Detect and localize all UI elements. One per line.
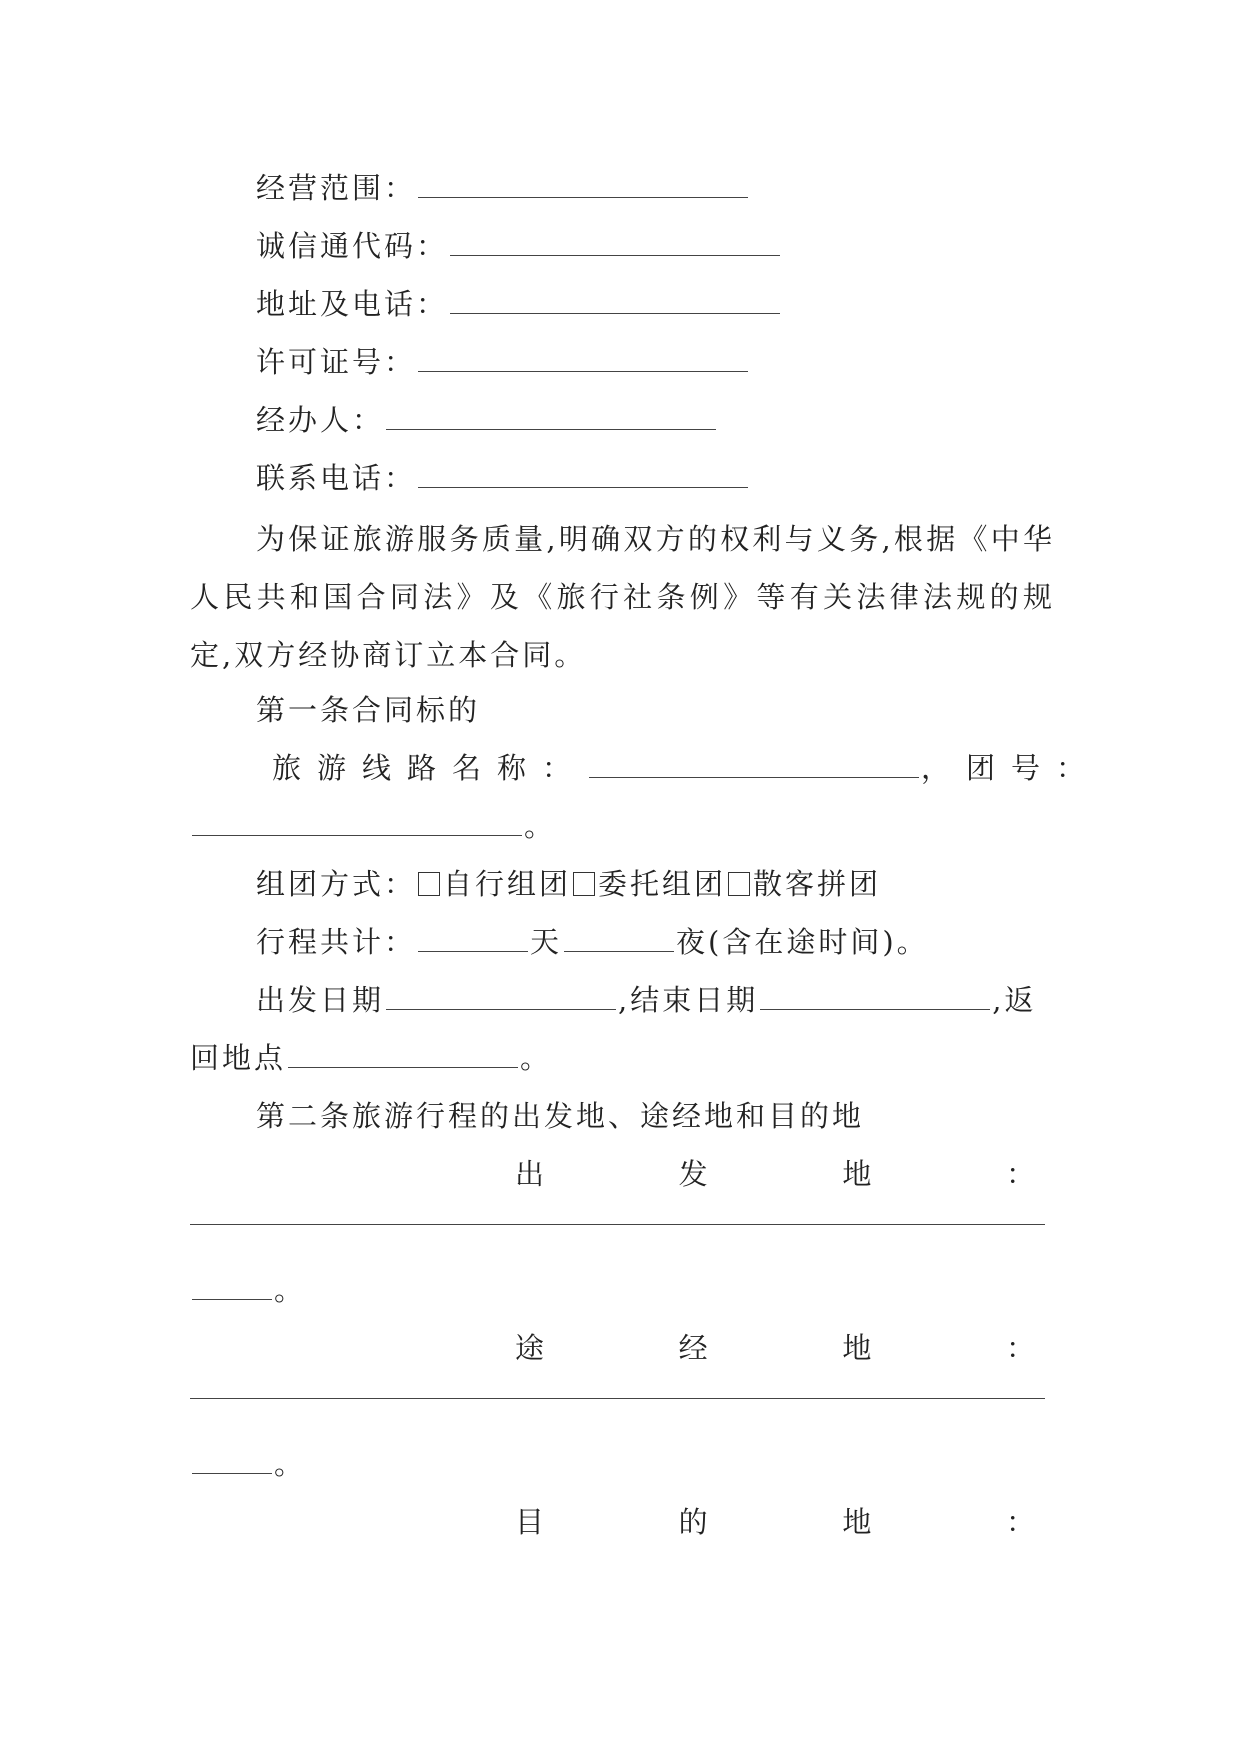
departure-blank-tail: 。 [190, 1270, 306, 1310]
field-contact-phone: 联系电话： [256, 458, 750, 498]
license-no-blank[interactable] [418, 349, 748, 372]
transit-blank-tail-line[interactable] [192, 1451, 272, 1474]
business-scope-blank[interactable] [418, 175, 748, 198]
article2-title: 第二条旅游行程的出发地、途经地和目的地 [256, 1099, 865, 1133]
transit-blank-tail: 。 [190, 1444, 306, 1484]
credit-code-blank[interactable] [450, 233, 780, 256]
return-place-line: 回地点 。 [190, 1041, 553, 1075]
article1-title: 第一条合同标的 [256, 693, 481, 727]
departure-blank-tail-line[interactable] [192, 1277, 272, 1300]
field-business-scope: 经营范围： [256, 168, 750, 208]
scattered-group-checkbox[interactable] [728, 872, 750, 896]
group-mode-line: 组团方式： 自行组团 委托组团 散客拼团 [256, 867, 882, 901]
self-group-checkbox[interactable] [418, 872, 440, 896]
days-blank[interactable] [418, 929, 528, 952]
depart-date-blank[interactable] [386, 987, 616, 1010]
contact-phone-blank[interactable] [418, 465, 748, 488]
itinerary-line: 行程共计： 天 夜(含在途时间)。 [256, 925, 929, 959]
group-no-blank[interactable] [192, 813, 522, 836]
destination-label-row: 目 的 地 ： [515, 1505, 1035, 1539]
address-phone-blank[interactable] [450, 291, 780, 314]
departure-label-row: 出 发 地 ： [515, 1157, 1035, 1191]
dates-line: 出发日期 ,结束日期 ,返 [256, 983, 1037, 1017]
end-date-blank[interactable] [760, 987, 990, 1010]
intro-paragraph: 为保证旅游服务质量,明确双方的权利与义务,根据《中华人民共和国合同法》及《旅行社条例》等有关法律法规的规定,双方经协商订立本合同。 [190, 522, 1055, 672]
handler-blank[interactable] [386, 407, 716, 430]
departure-blank[interactable] [190, 1222, 1045, 1225]
route-name-blank[interactable] [589, 755, 919, 778]
route-name-line: 旅游线路名称： ，团号： [272, 751, 1102, 785]
field-license-no: 许可证号： [256, 342, 750, 382]
nights-blank[interactable] [564, 929, 674, 952]
transit-label-row: 途 经 地 ： [515, 1331, 1035, 1365]
transit-blank[interactable] [190, 1396, 1045, 1399]
field-handler: 经办人： [256, 400, 718, 440]
group-no-line: 。 [190, 806, 556, 846]
field-credit-code: 诚信通代码： [256, 226, 782, 266]
field-address-phone: 地址及电话： [256, 284, 782, 324]
return-place-blank[interactable] [288, 1045, 518, 1068]
entrusted-group-checkbox[interactable] [573, 872, 595, 896]
